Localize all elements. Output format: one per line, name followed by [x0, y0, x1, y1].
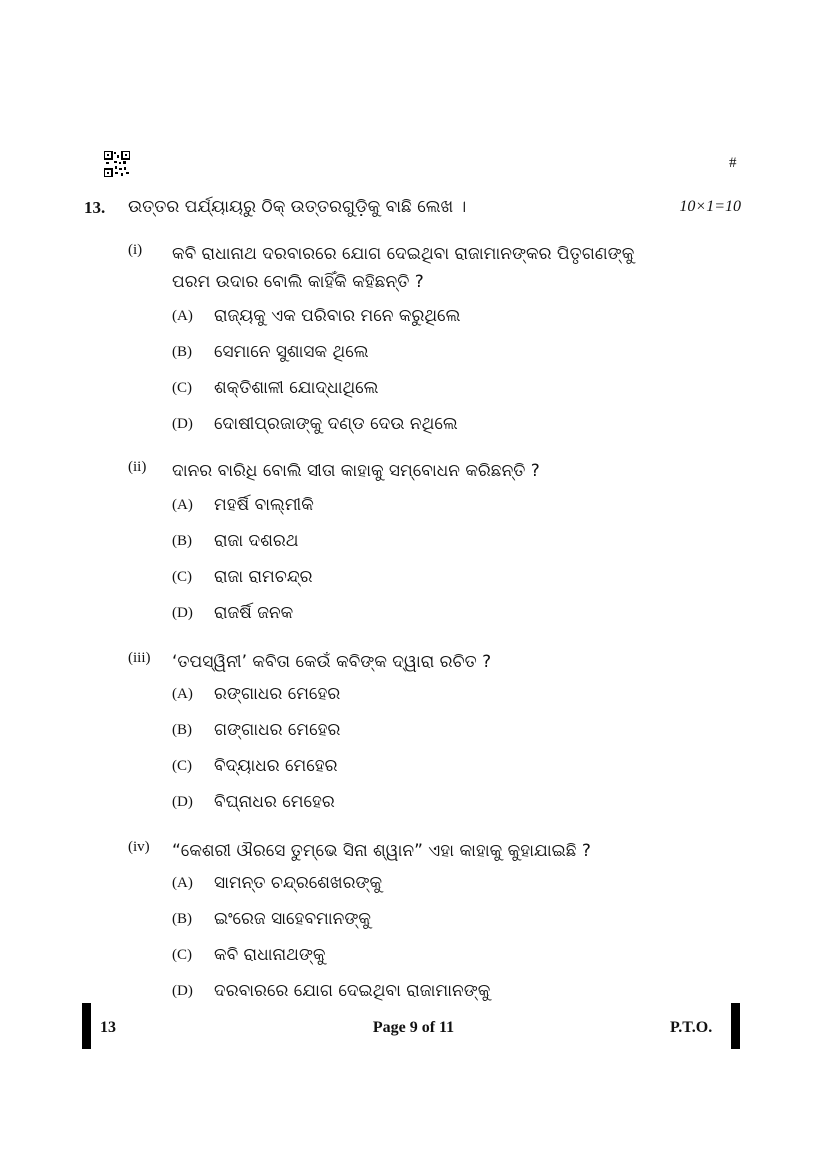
- subquestion-label: (iii): [128, 650, 151, 666]
- option-label: (D): [172, 416, 193, 432]
- subquestion-stem: “କେଶରୀ ଔରସେ ତୁମ୍ଭେ ସିନା ଶ୍ୱାନ” ଏହା କାହାକୁ କୁହାଯାଇଛି ?: [172, 841, 591, 861]
- subquestion-stem: କବି ରାଧାନାଥ ଦରବାରରେ ଯୋଗ ଦେଇଥିବା ରାଜାମାନଙ୍କର ପିତୃଗଣଙ୍କୁ: [172, 244, 635, 264]
- option-text: ଇଂରେଜ ସାହେବମାନଙ୍କୁ: [214, 909, 371, 929]
- option-text: ଦରବାରରେ ଯୋଗ ଦେଇଥିବା ରାଜାମାନଙ୍କୁ: [214, 981, 491, 1001]
- option-text: ସେମାନେ ସୁଶାସକ ଥିଲେ: [214, 342, 369, 362]
- option-label: (B): [172, 344, 192, 360]
- subquestion-stem: ଦାନର ବାରିଧି ବୋଲି ସୀତା କାହାକୁ ସମ୍ବୋଧନ କରିଛନ୍ତି ?: [172, 461, 540, 481]
- subquestion-stem: ‘ତପସ୍ୱିନୀ’ କବିତା କେଉଁ କବିଙ୍କ ଦ୍ୱାରା ରଚିତ ?: [172, 652, 492, 672]
- option-text: ରାଜା ରାମଚନ୍ଦ୍ର: [214, 567, 313, 587]
- page-marker: #: [729, 155, 737, 171]
- question-marks: 10×1=10: [679, 198, 741, 215]
- option-text: ରାଜର୍ଷି ଜନକ: [214, 603, 294, 623]
- subquestion-label: (ii): [128, 459, 147, 475]
- option-label: (A): [172, 497, 193, 513]
- option-text: ଦୋଷୀପ୍ରଜାଙ୍କୁ ଦଣ୍ଡ ଦେଉ ନଥିଲେ: [214, 414, 458, 434]
- option-text: ରାଜ୍ୟକୁ ଏକ ପରିବାର ମନେ କରୁଥିଲେ: [214, 306, 461, 326]
- option-label: (C): [172, 569, 192, 585]
- option-label: (B): [172, 911, 192, 927]
- option-text: କବି ରାଧାନାଥଙ୍କୁ: [214, 945, 326, 965]
- subquestion-label: (i): [128, 242, 143, 258]
- option-text: ମହର୍ଷି ବାଲ୍ମୀକି: [214, 495, 314, 515]
- question-number: 13.: [84, 198, 106, 217]
- footer-code: 13: [100, 1019, 116, 1036]
- option-label: (D): [172, 605, 193, 621]
- option-text: ସାମନ୍ତ ଚନ୍ଦ୍ରଶେଖରଙ୍କୁ: [214, 873, 383, 893]
- question-instruction: ଉତ୍ତର ପର୍ଯ୍ୟାୟରୁ ଠିକ୍ ଉତ୍ତରଗୁଡ଼ିକୁ ବାଛି ଲେଖ ।: [128, 197, 467, 217]
- footer-right-bar: [731, 1003, 740, 1049]
- subquestion-stem-cont: ପରମ ଉଦାର ବୋଲି କାହିଁକି କହିଛନ୍ତି ?: [172, 272, 424, 292]
- option-text: ଶକ୍ତିଶାଳୀ ଯୋଦ୍ଧାଥିଲେ: [214, 378, 379, 398]
- option-label: (A): [172, 686, 193, 702]
- subquestion-label: (iv): [128, 839, 150, 855]
- pto-label: P.T.O.: [670, 1019, 713, 1036]
- option-text: ବିଦ୍ୟାଧର ମେହେର: [214, 756, 338, 776]
- page-number: Page 9 of 11: [372, 1019, 455, 1036]
- option-label: (B): [172, 722, 192, 738]
- option-label: (B): [172, 533, 192, 549]
- option-label: (D): [172, 983, 193, 999]
- option-text: ରାଜା ଦଶରଥ: [214, 531, 299, 551]
- option-label: (A): [172, 308, 193, 324]
- qr-code-icon: [104, 151, 130, 177]
- option-text: ଗଙ୍ଗାଧର ମେହେର: [214, 720, 341, 740]
- option-label: (C): [172, 758, 192, 774]
- option-label: (C): [172, 947, 192, 963]
- option-label: (A): [172, 875, 193, 891]
- option-text: ବିଘ୍ନାଧର ମେହେର: [214, 792, 335, 812]
- option-label: (D): [172, 794, 193, 810]
- option-label: (C): [172, 380, 192, 396]
- option-text: ରଙ୍ଗାଧର ମେହେର: [214, 684, 341, 704]
